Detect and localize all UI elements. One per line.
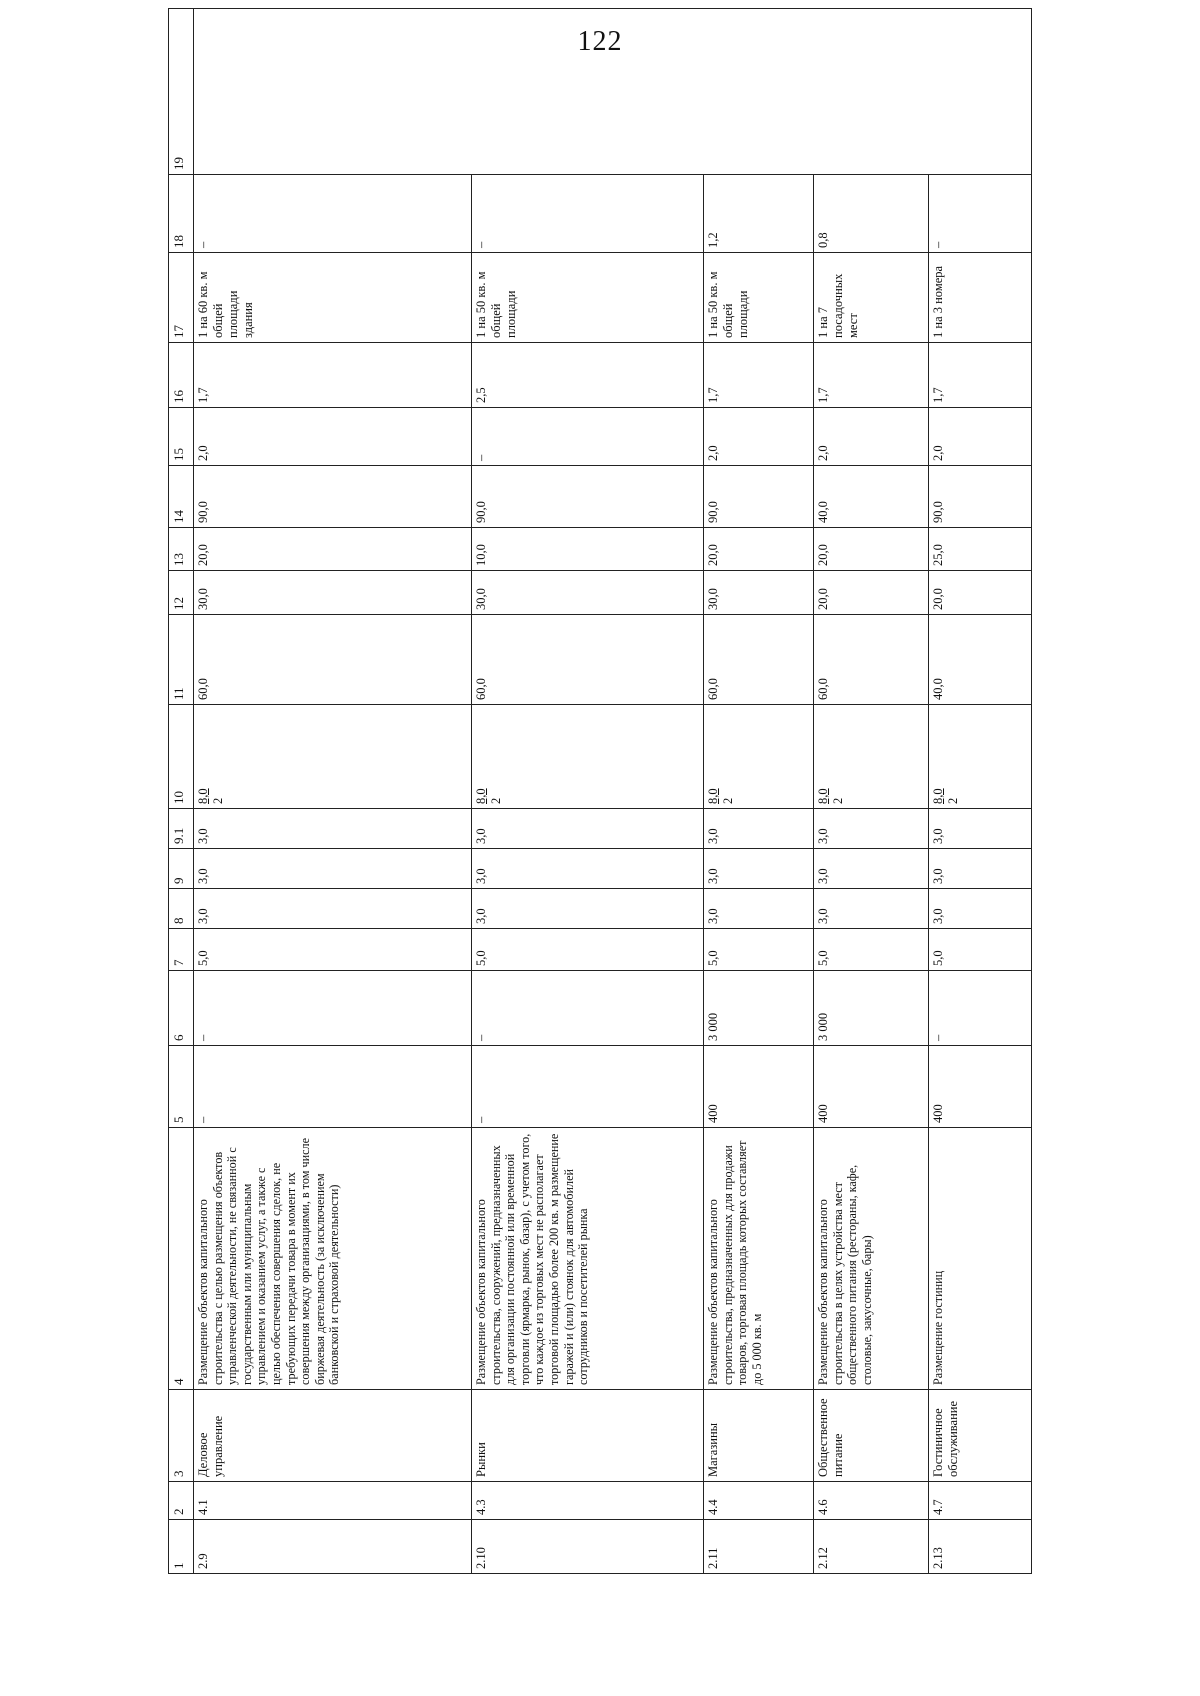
cell-16: 2,5: [472, 343, 704, 408]
cell-8: 3,0: [194, 889, 472, 929]
header-cell: 4: [169, 1128, 194, 1390]
cell-7: 5,0: [704, 929, 814, 971]
use-name-cell: Магазины: [704, 1390, 814, 1482]
cell-10: [704, 705, 814, 809]
cell-8: 3,0: [929, 889, 1032, 929]
cell-7: 5,0: [472, 929, 704, 971]
description-cell: Размещение объектов капитального строительства, сооружений, предназначенных для организации постоянной или временной торговли (ярмарка, рынок, базар), с учетом того, что каждое из торговых мест не располагает торговой площадью более 200 кв. м размещение гаражей и (или) стоянок для автомобилей сотрудников и посетителей рынка: [472, 1128, 704, 1390]
cell-18: –: [472, 175, 704, 253]
page-number: 122: [577, 26, 623, 57]
header-cell: 6: [169, 971, 194, 1046]
cell-17: 1 на 3 номера: [929, 253, 1032, 343]
header-cell: 7: [169, 929, 194, 971]
cell-17: 1 на 50 кв. м общей площади: [472, 253, 704, 343]
header-cell: 2: [169, 1482, 194, 1520]
fraction-denominator: 2: [721, 797, 735, 804]
cell-8: 3,0: [704, 889, 814, 929]
header-cell: 17: [169, 253, 194, 343]
cell-7: 5,0: [194, 929, 472, 971]
cell-12: 30,0: [194, 571, 472, 615]
cell-5: –: [472, 1046, 704, 1128]
description-cell: Размещение объектов капитального строительства, предназначенных для продажи товаров, торговая площадь которых составляет до 5 000 кв. м: [704, 1128, 814, 1390]
table-row: [194, 9, 472, 1574]
cell-18: –: [929, 175, 1032, 253]
cell-14: 40,0: [814, 466, 929, 528]
cell-8: 3,0: [814, 889, 929, 929]
header-cell: 5: [169, 1046, 194, 1128]
cell-16: 1,7: [194, 343, 472, 408]
row-number: 2.12: [814, 1520, 929, 1574]
cell-15: 2,0: [704, 408, 814, 466]
code-cell: 4.1: [194, 1482, 472, 1520]
cell-10: [472, 705, 704, 809]
cell-10: [814, 705, 929, 809]
description-cell: Размещение объектов капитального строительства в целях устройства мест общественного питания (рестораны, кафе, столовые, закусочные, бары): [814, 1128, 929, 1390]
cell-5: 400: [814, 1046, 929, 1128]
fraction-numerator: 8,0: [816, 788, 830, 804]
description-cell: Размещение гостиниц: [929, 1128, 1032, 1390]
code-cell: 4.4: [704, 1482, 814, 1520]
cell-6: –: [194, 971, 472, 1046]
header-cell: 18: [169, 175, 194, 253]
use-name-cell: Общественное питание: [814, 1390, 929, 1482]
cell-13: 20,0: [194, 528, 472, 571]
cell-17: 1 на 50 кв. м общей площади: [704, 253, 814, 343]
cell-5: –: [194, 1046, 472, 1128]
rotated-table-wrapper: [168, 109, 1026, 1574]
cell-6: 3 000: [704, 971, 814, 1046]
cell-12: 20,0: [929, 571, 1032, 615]
cell-11: 60,0: [704, 615, 814, 705]
header-cell: 3: [169, 1390, 194, 1482]
cell-18: –: [194, 175, 472, 253]
cell-7: 5,0: [814, 929, 929, 971]
cell-9-1: 3,0: [814, 809, 929, 849]
header-cell: 8: [169, 889, 194, 929]
cell-9-1: 3,0: [194, 809, 472, 849]
cell-15: 2,0: [929, 408, 1032, 466]
cell-15: 2,0: [814, 408, 929, 466]
cell-5: 400: [704, 1046, 814, 1128]
description-cell: Размещение объектов капитального строительства с целью размещения объектов управленческой деятельности, не связанной с государственным или муниципальным управлением и оказанием услуг, а также с целью обеспечения совершения сделок, не требующих передачи товара в момент их совершения между организациями, в том числе биржевая деятельность (за исключением банковской и страховой деятельности): [194, 1128, 472, 1390]
header-cell: 13: [169, 528, 194, 571]
cell-10: [194, 705, 472, 809]
header-row: [169, 9, 194, 1574]
cell-13: 20,0: [814, 528, 929, 571]
table-row: [929, 9, 1032, 1574]
cell-9: 3,0: [704, 849, 814, 889]
fraction-denominator: 2: [489, 797, 503, 804]
cell-11: 40,0: [929, 615, 1032, 705]
header-cell: 15: [169, 408, 194, 466]
cell-16: 1,7: [704, 343, 814, 408]
header-cell: 12: [169, 571, 194, 615]
cell-6: 3 000: [814, 971, 929, 1046]
cell-11: 60,0: [194, 615, 472, 705]
cell-9: 3,0: [194, 849, 472, 889]
cell-18: 0,8: [814, 175, 929, 253]
cell-9: 3,0: [929, 849, 1032, 889]
fraction-denominator: 2: [831, 797, 845, 804]
cell-15: –: [472, 408, 704, 466]
cell-17: 1 на 7 посадочных мест: [814, 253, 929, 343]
cell-13: 25,0: [929, 528, 1032, 571]
header-cell: 16: [169, 343, 194, 408]
table-row: [472, 9, 704, 1574]
cell-11: 60,0: [814, 615, 929, 705]
fraction-denominator: 2: [211, 797, 225, 804]
regulations-table: [168, 8, 1032, 1574]
cell-15: 2,0: [194, 408, 472, 466]
cell-5: 400: [929, 1046, 1032, 1128]
cell-12: 20,0: [814, 571, 929, 615]
cell-19: [194, 9, 1032, 175]
cell-17: 1 на 60 кв. м общей площади здания: [194, 253, 472, 343]
cell-16: 1,7: [814, 343, 929, 408]
fraction-numerator: 8,0: [474, 788, 488, 804]
cell-9: 3,0: [472, 849, 704, 889]
cell-11: 60,0: [472, 615, 704, 705]
cell-13: 20,0: [704, 528, 814, 571]
row-number: 2.10: [472, 1520, 704, 1574]
table-row: [704, 9, 814, 1574]
fraction-numerator: 8,0: [931, 788, 945, 804]
cell-14: 90,0: [194, 466, 472, 528]
header-cell: 10: [169, 705, 194, 809]
code-cell: 4.6: [814, 1482, 929, 1520]
fraction-numerator: 8,0: [706, 788, 720, 804]
table-row: [814, 9, 929, 1574]
cell-6: –: [929, 971, 1032, 1046]
cell-14: 90,0: [704, 466, 814, 528]
code-cell: 4.3: [472, 1482, 704, 1520]
header-cell: 11: [169, 615, 194, 705]
header-cell: 19: [169, 9, 194, 175]
row-number: 2.11: [704, 1520, 814, 1574]
cell-9-1: 3,0: [704, 809, 814, 849]
cell-7: 5,0: [929, 929, 1032, 971]
header-cell: 9: [169, 849, 194, 889]
row-number: 2.9: [194, 1520, 472, 1574]
cell-6: –: [472, 971, 704, 1046]
cell-14: 90,0: [929, 466, 1032, 528]
cell-13: 10,0: [472, 528, 704, 571]
cell-8: 3,0: [472, 889, 704, 929]
use-name-cell: Рынки: [472, 1390, 704, 1482]
cell-12: 30,0: [472, 571, 704, 615]
cell-9-1: 3,0: [472, 809, 704, 849]
cell-18: 1,2: [704, 175, 814, 253]
row-number: 2.13: [929, 1520, 1032, 1574]
code-cell: 4.7: [929, 1482, 1032, 1520]
use-name-cell: Деловое управление: [194, 1390, 472, 1482]
header-cell: 14: [169, 466, 194, 528]
cell-16: 1,7: [929, 343, 1032, 408]
use-name-cell: Гостиничное обслуживание: [929, 1390, 1032, 1482]
cell-14: 90,0: [472, 466, 704, 528]
cell-10: [929, 705, 1032, 809]
cell-9: 3,0: [814, 849, 929, 889]
header-cell: 9.1: [169, 809, 194, 849]
header-cell: 1: [169, 1520, 194, 1574]
cell-12: 30,0: [704, 571, 814, 615]
fraction-denominator: 2: [946, 797, 960, 804]
fraction-numerator: 8,0: [196, 788, 210, 804]
cell-9-1: 3,0: [929, 809, 1032, 849]
